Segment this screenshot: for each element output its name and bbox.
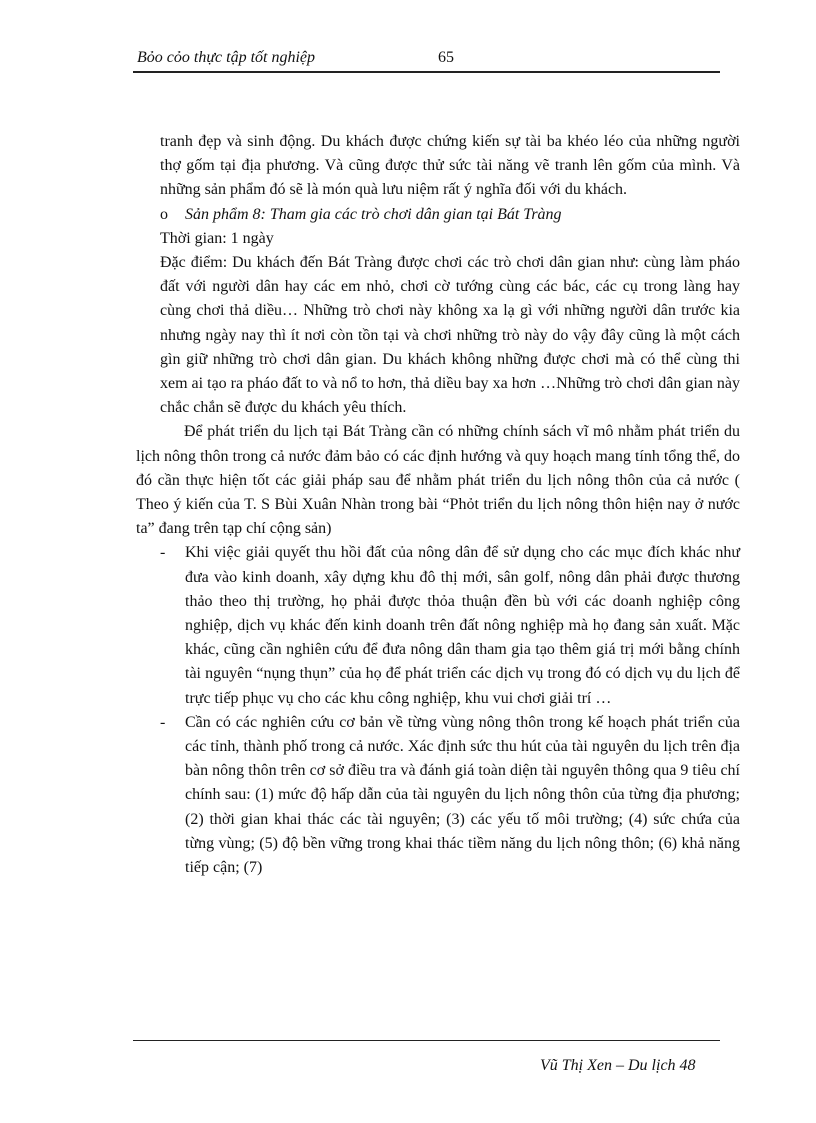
bullet-item-1 (160, 541, 740, 710)
continuation-paragraph: tranh đẹp và sinh động. Du khách được chứng kiến sự tài ba khéo léo của những người thợ gốm tại địa phương. Và cũng được thử sức tài năng vẽ tranh lên gốm của mình. Và những sản phẩm đó sẽ là món quà lưu niệm rất ý nghĩa đối với du khách. (160, 133, 740, 199)
page-number: 65 (438, 49, 454, 66)
product-8-features: Đặc điểm: Du khách đến Bát Tràng được chơi các trò chơi dân gian như: cùng làm pháo đất với người dân hay các em nhỏ, chơi cờ tướng cùng các bác, các cụ trong làng hay cùng chơi thả diều… Những trò chơi này không xa lạ gì với những người dân trước kia nhưng ngày nay thì ít nơi còn tồn tại và chơi những trò này do vậy đây cũng là một cách gìn giữ những trò chơi dân gian. Du khách không những được chơi mà có thể cùng thi xem ai tạo ra pháo đất to và nổ to hơn, thả diều bay xa hơn …Những trò chơi dân gian này chắc chắn sẽ được du khách yêu thích. (160, 254, 740, 417)
footer-author: Vũ Thị Xen – Du lịch 48 (540, 1057, 696, 1074)
product-8-heading (160, 203, 740, 227)
bullet-item-2 (160, 711, 740, 880)
header-title: Bỏo cỏo thực tập tốt nghiệp (137, 49, 316, 66)
dash-marker: - (160, 544, 166, 562)
dash-marker: - (160, 713, 166, 731)
bullet-text-1: Khi việc giải quyết thu hồi đất của nông dân để sử dụng cho các mục đích khác như đưa vào kinh doanh, xây dựng khu đô thị mới, sân golf, nông dân phải được thương thảo theo thị trường, họ phải được thỏa thuận đền bù với các doanh nghiệp công nghiệp, dịch vụ khác đến kinh doanh trên đất nông nghiệp mà họ đang sản xuất. Mặc khác, cũng cần nghiên cứu để đưa nông dân tham gia tạo thêm giá trị mới bằng chính tài nguyên “nụng thụn” của họ để phát triển các dịch vụ trong đó có dịch vụ du lịch để trực tiếp phục vụ cho các khu công nghiệp, khu vui chơi giải trí … (185, 544, 740, 707)
development-paragraph: Để phát triển du lịch tại Bát Tràng cần có những chính sách vĩ mô nhằm phát triển du lịch nông thôn trong cả nước đảm bảo có các định hướng và quy hoạch mang tính tổng thể, do đó cần thực hiện tốt các giải pháp sau để nhằm phát triển du lịch nông thôn của cả nước ( Theo ý kiến của T. S Bùi Xuân Nhàn trong bài “Phỏt triển du lịch nông thôn hiện nay ở nước ta” đang trên tạp chí cộng sản) (136, 423, 740, 538)
product-8-title: Sản phẩm 8: Tham gia các trò chơi dân gian tại Bát Tràng (185, 205, 562, 223)
footer-divider (133, 1040, 720, 1041)
bullet-circle: o (160, 205, 168, 223)
document-body (136, 130, 740, 880)
header-divider (133, 71, 720, 73)
product-8-time: Thời gian: 1 ngày (160, 229, 274, 247)
bullet-text-2: Cần có các nghiên cứu cơ bản về từng vùng nông thôn trong kế hoạch phát triển của các tỉnh, thành phố trong cả nước. Xác định sức thu hút của tài nguyên du lịch trên địa bàn nông thôn trên cơ sở điều tra và đánh giá toàn diện tài nguyên thông qua 9 tiêu chí chính sau: (1) mức độ hấp dẫn của tài nguyên du lịch nông thôn của từng địa phương; (2) thời gian khai thác các tài nguyên; (3) các yếu tố môi trường; (4) sức chứa của từng vùng; (5) độ bền vững trong khai thác tiềm năng du lịch nông thôn; (6) khả năng tiếp cận; (7) (185, 713, 740, 877)
